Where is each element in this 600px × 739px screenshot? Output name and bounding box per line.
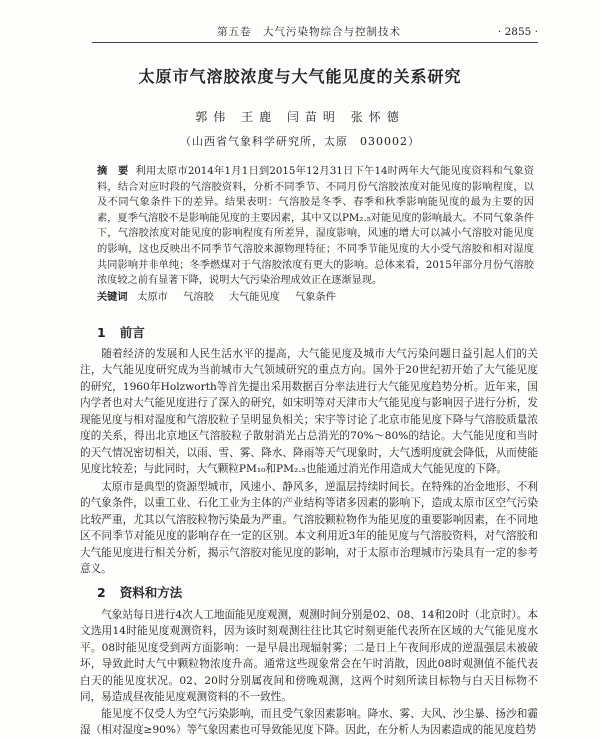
abstract-text: 利用太原市2014年1月1日到2015年12月31日下午14时两年大气能见度资料和气象资料，结合对应时段的气溶胶资料，分析不同季节、不同月份气溶胶浓度对能见度的影响程度，以及不同气象条件下的差异。结果表明：气溶胶是冬季、春季和秋季影响能见度的最为主要的因素，夏季气溶胶不是影响能见度的主要因素，其中又以PM₂.₅对能见度的影响最大。不同气象条件下，气溶胶浓度对能见度的影响程度有所差异，湿度影响，风速的增大可以减小气溶胶对能见度的影响，这也反映出不同季节气溶胶来源物理特征；不同季节能见度的大小受气溶胶和相对湿度共同影响并非单纯；冬季燃煤对于气溶胶浓度有更大的影响。总体来看，2015年部分月份气溶胶浓度较之前有显著下降，说明大气污染治理成效正在逐渐显现。 <box>97 166 535 287</box>
paper-title: 太原市气溶胶浓度与大气能见度的关系研究 <box>138 67 462 86</box>
page-number: · 2855 · <box>497 26 538 38</box>
body-paragraph: 气象站每日进行4次人工地面能见度观测，观测时间分别是02、08、14和20时（北京时）。本文选用14时能见度观测资料，因为该时刻观测往往比其它时刻更能代表所在区域的大气能见度水平。08时能见度受到两方面影响：一是早晨出现辐射雾；二是日上午夜间形成的逆温强层未被破坏，导致此时大气中颗粒物浓度升高。通常这些现象常会在午时消散，因此08时观测值不能代表白天的能见度状况。02、20时分别属夜间和傍晚观测，这两个时刻所读目标物与白天目标物不同，易造成昼夜能见度观测资料的不一致性。 <box>80 608 538 704</box>
section-title: 前言 <box>119 325 145 340</box>
body-paragraph: 太原市是典型的资源型城市，风速小、静风多，逆温层持续时间长。在特殊的冶金地形、不利的气象条件，以重工业、石化工业为主体的产业结构等诸多因素的影响下，造成太原市区空气污染比较严重，尤其以气溶胶粒物污染最为严重。气溶胶颗粒物作为能见度的重要影响因素，在不同地区不同季节对能见度的影响存在一定的区别。本文利用近3年的能见度与气溶胶资料，对气溶胶和大气能见度进行相关分析，揭示气溶胶对能见度的影响，对于太原市治理城市污染具有一定的参考意义。 <box>80 480 538 576</box>
keyword: 气象条件 <box>295 292 336 303</box>
keyword: 太原市 <box>137 292 168 303</box>
section-number: 2 <box>97 585 106 600</box>
body-paragraph: 随着经济的发展和人民生活水平的提高，大气能见度及城市大气污染问题日益引起人们的关注，大气能见度研究成为当前城市大气领域研究的重点方向。国外于20世纪初开始了大气能见度的研究，1960年Holzworth等首先提出采用数据百分率法进行大气能见度趋势分析。近年来，国内学者也对大气能见度进行了深入的研究，如宋明等对天津市大气能见度与影响因子进行分析，发现能见度与相对湿度和气溶胶粒子呈明显负相关；宋宇等讨论了北京市能见度下降与气溶胶质量浓度的关系，得出北京地区气溶胶粒子散射消光占总消光的70%～80%的结论。大气能见度和当时的天气情况密切相关，以雨、雪、雾、降水、降雨等天气现象时，大气透明度就会降低，从而使能见度比较差；与此同时，大气颗粒PM₁₀和PM₂.₅也能通过消光作用造成大气能见度的下降。 <box>80 347 538 476</box>
section-title: 资料和方法 <box>119 585 183 600</box>
body-paragraph: 能见度不仅受人为空气污染影响，而且受气象因素影响。降水、雾、大风、沙尘暴、扬沙和霾湿（相对湿度≥90%）等气象因素也可导致能见度下降。因此，在分析人为因素造成的能见度趋势 <box>80 707 538 737</box>
running-head <box>92 24 538 43</box>
affiliation: （山西省气象科学研究所，太原 030002） <box>180 135 420 148</box>
journal-name: 第五卷 大气污染物综合与控制技术 <box>217 26 401 38</box>
keyword: 气溶胶 <box>183 292 214 303</box>
abstract <box>97 164 534 289</box>
keywords-label: 关键词 <box>97 292 128 303</box>
author-list: 郭伟 王鹿 闫苗明 张怀德 <box>195 110 405 124</box>
section-number: 1 <box>97 325 106 340</box>
section-heading-data-methods <box>97 583 182 601</box>
keyword: 大气能见度 <box>228 292 280 303</box>
abstract-label: 摘 要 <box>97 166 129 177</box>
section-heading-introduction <box>97 323 145 341</box>
keywords <box>97 290 534 305</box>
